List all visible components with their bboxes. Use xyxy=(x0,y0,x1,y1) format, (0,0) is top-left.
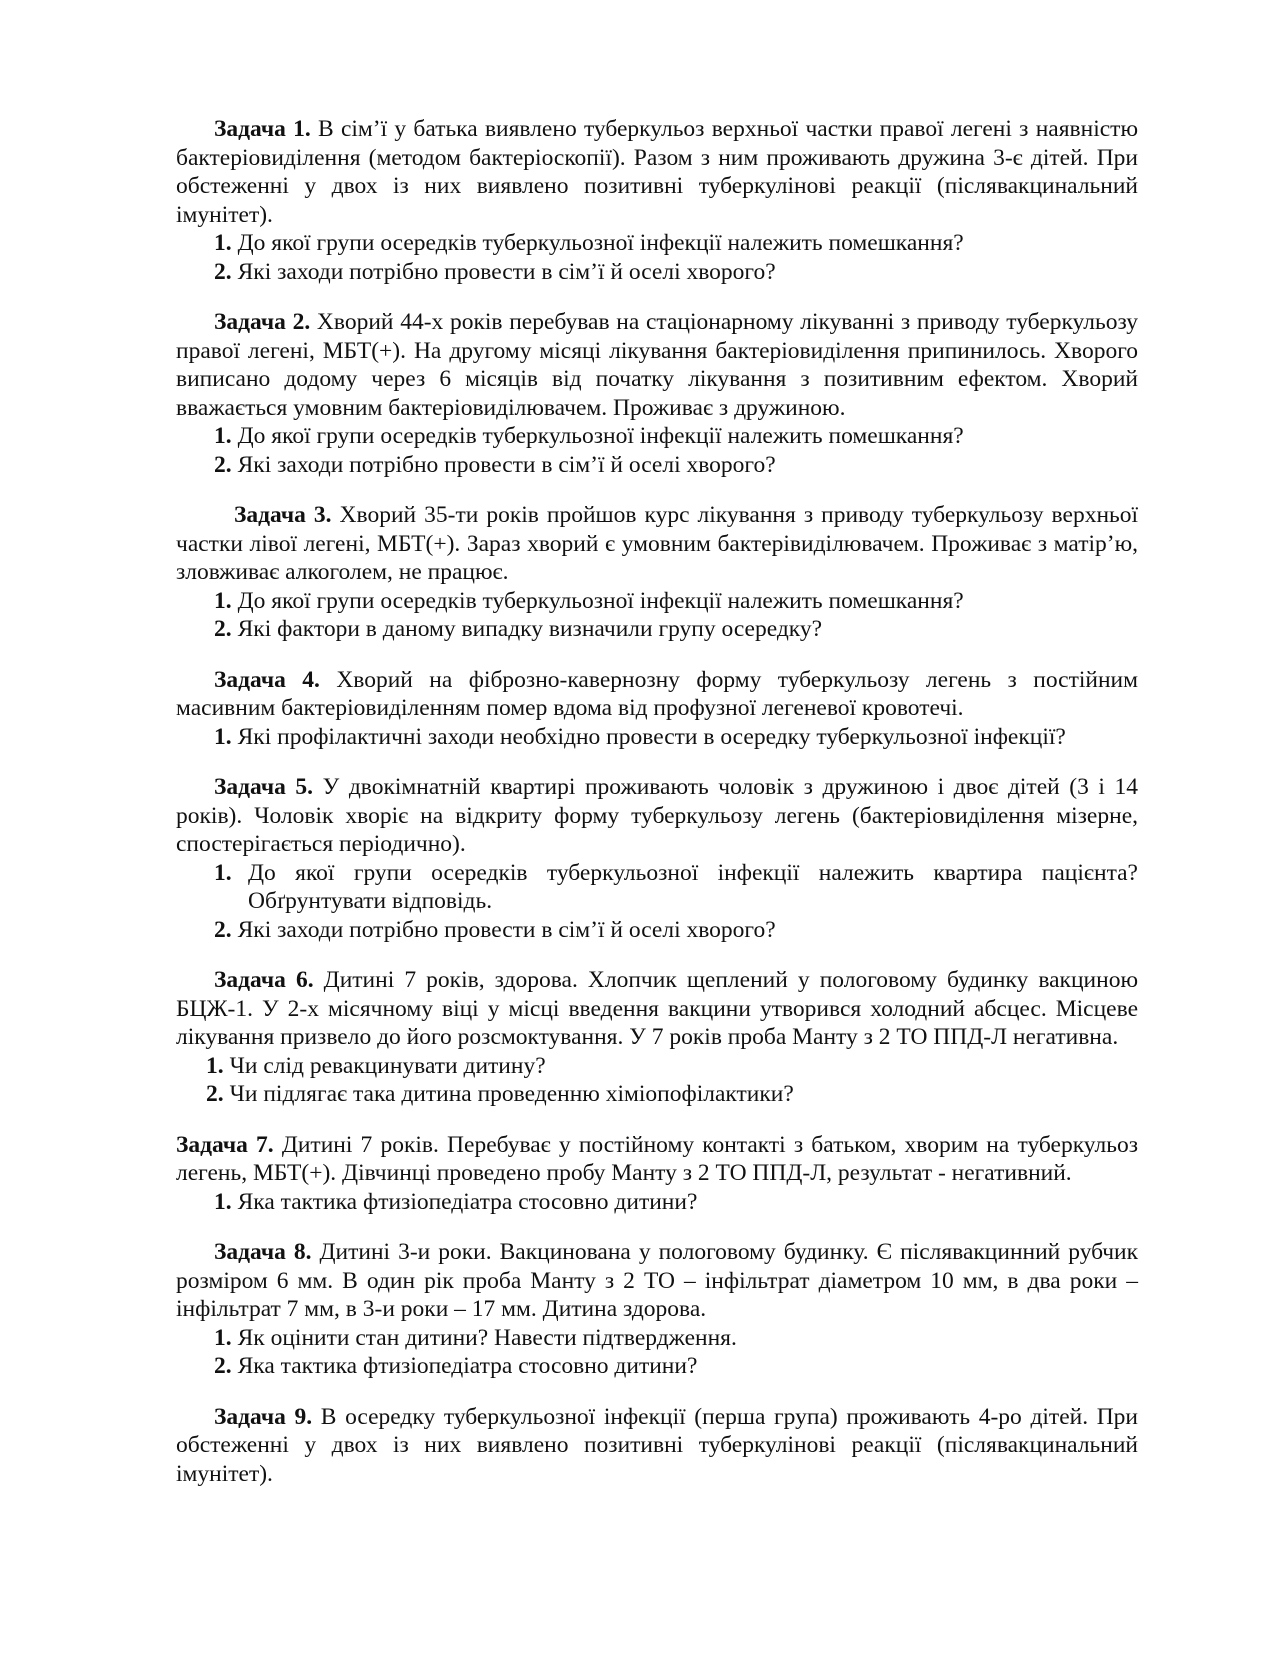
task-4-paragraph xyxy=(176,666,1138,723)
question-text: До якої групи осередків туберкульозної інфекції належить квартира пацієнта? Обґрунтувати відповідь. xyxy=(248,859,1138,914)
task-2-text: Хворий 44-х років перебував на стаціонарному лікуванні з приводу туберкульозу правої легені, МБТ(+). На другому місяці лікування бактеріовиділення припинилось. Хворого виписано додому через 6 місяців від початку лікування з позитивним ефектом. Хворий вважається умовним бактеріовиділювачем. Проживає з дружиною. xyxy=(176,309,1139,421)
question-number: 1. xyxy=(214,1324,232,1351)
task-5-text: У двокімнатній квартирі проживають чоловік з дружиною і двоє дітей (3 і 14 років). Чоловік хворіє на відкриту форму туберкульозу легень (бактеріовиділення мізерне, спостерігається періодично). xyxy=(176,774,1139,857)
task-3-title: Задача 3. xyxy=(234,502,332,528)
question-text: Які заходи потрібно провести в сім’ї й оселі хворого? xyxy=(237,916,776,943)
task-1 xyxy=(176,115,1138,286)
task-8-question-1 xyxy=(176,1324,1138,1353)
task-9-text: В осередку туберкульозної інфекції (перша група) проживають 4-ро дітей. При обстеженні у двох із них виявлено позитивні туберкулінові реакції (післявакцинальний імунітет). xyxy=(176,1403,1139,1487)
question-number: 1. xyxy=(214,859,232,886)
question-number: 1. xyxy=(214,587,232,614)
question-text: Чи слід ревакцинувати дитину? xyxy=(229,1052,546,1079)
question-text: До якої групи осередків туберкульозної інфекції належить помешкання? xyxy=(237,423,964,449)
question-text: До якої групи осередків туберкульозної інфекції належить помешкання? xyxy=(237,230,964,256)
question-number: 2. xyxy=(214,258,232,285)
task-8-title: Задача 8. xyxy=(214,1239,312,1265)
question-number: 2. xyxy=(214,451,232,478)
question-number: 2. xyxy=(214,1353,232,1379)
task-4-title: Задача 4. xyxy=(214,666,320,693)
task-1-text: В сім’ї у батька виявлено туберкульоз верхньої частки правої легені з наявністю бактеріовиділення (методом бактеріоскопії). Разом з ним проживають дружина 3-є дітей. При обстеженні у двох із них виявлено позитивні туберкулінові реакції (післявакцинальний імунітет). xyxy=(176,116,1139,228)
task-7-text: Дитині 7 років. Перебуває у постійному контакті з батьком, хворим на туберкульоз легень, МБТ(+). Дівчинці проведено пробу Манту з 2 ТО ППД-Л, результат - негативний. xyxy=(176,1131,1138,1186)
task-1-question-2 xyxy=(176,258,1138,287)
task-3-question-1 xyxy=(176,587,1138,616)
question-number: 2. xyxy=(206,1081,224,1107)
question-number: 1. xyxy=(214,1188,232,1215)
task-7-title: Задача 7. xyxy=(176,1131,274,1158)
task-2-paragraph xyxy=(176,308,1138,422)
task-4-question-1 xyxy=(176,723,1138,752)
question-text: Які профілактичні заходи необхідно провести в осередку туберкульозної інфекції? xyxy=(237,723,1066,750)
task-1-paragraph xyxy=(176,115,1138,229)
task-5-paragraph xyxy=(176,773,1138,859)
task-4 xyxy=(176,666,1138,752)
task-2-question-1 xyxy=(176,422,1138,451)
task-3-text: Хворий 35-ти років пройшов курс лікування з приводу туберкульозу верхньої частки лівої легені, МБТ(+). Зараз хворий є умовним бактерівиділювачем. Проживає з матір’ю, зловживає алкоголем, не працює. xyxy=(176,502,1139,585)
task-7 xyxy=(176,1131,1138,1217)
question-number: 1. xyxy=(214,230,232,256)
task-6-question-1 xyxy=(176,1052,1138,1081)
task-9-paragraph xyxy=(176,1403,1138,1489)
question-text: Чи підлягає така дитина проведенню хіміопофілактики? xyxy=(229,1081,794,1107)
question-number: 2. xyxy=(214,916,232,943)
question-number: 2. xyxy=(214,616,232,642)
question-text: Яка тактика фтизіопедіатра стосовно дитини? xyxy=(237,1353,698,1379)
question-number: 1. xyxy=(214,723,232,750)
document-page xyxy=(176,115,1138,1510)
task-5 xyxy=(176,773,1138,944)
task-9 xyxy=(176,1403,1138,1489)
task-7-paragraph xyxy=(176,1131,1138,1188)
task-3-question-2 xyxy=(176,615,1138,644)
question-text: До якої групи осередків туберкульозної інфекції належить помешкання? xyxy=(237,587,964,614)
question-text: Як оцінити стан дитини? Навести підтвердження. xyxy=(237,1324,737,1351)
task-1-question-1 xyxy=(176,229,1138,258)
question-number: 1. xyxy=(214,423,232,449)
question-text: Які заходи потрібно провести в сім’ї й оселі хворого? xyxy=(237,451,776,478)
task-6-paragraph xyxy=(176,966,1138,1052)
task-5-question-1 xyxy=(176,859,1138,916)
task-8-text: Дитині 3-и роки. Вакцинована у пологовому будинку. Є післявакцинний рубчик розміром 6 мм. В один рік проба Манту з 2 ТО – інфільтрат діаметром 10 мм, в два роки – інфільтрат 7 мм, в 3-и роки – 17 мм. Дитина здорова. xyxy=(176,1239,1139,1322)
task-2-title: Задача 2. xyxy=(214,309,311,335)
task-5-title: Задача 5. xyxy=(214,774,314,800)
question-number: 1. xyxy=(206,1052,224,1079)
question-text: Яка тактика фтизіопедіатра стосовно дитини? xyxy=(237,1188,698,1215)
task-5-question-2 xyxy=(176,916,1138,945)
task-2 xyxy=(176,308,1138,479)
task-6-text: Дитині 7 років, здорова. Хлопчик щеплений у пологовому будинку вакциною БЦЖ-1. У 2-х місячному віці у місці введення вакцини утворився холодний абсцес. Місцеве лікування призвело до його розсмоктування. У 7 років проба Манту з 2 ТО ППД-Л негативна. xyxy=(176,967,1139,1050)
task-6-title: Задача 6. xyxy=(214,967,314,993)
task-1-title: Задача 1. xyxy=(214,116,311,142)
task-9-title: Задача 9. xyxy=(214,1403,313,1430)
task-8-paragraph xyxy=(176,1238,1138,1324)
task-8-question-2 xyxy=(176,1352,1138,1381)
task-7-question-1 xyxy=(176,1188,1138,1217)
task-3 xyxy=(176,501,1138,644)
task-2-question-2 xyxy=(176,451,1138,480)
question-text: Які заходи потрібно провести в сім’ї й оселі хворого? xyxy=(237,258,776,285)
task-6 xyxy=(176,966,1138,1109)
question-text: Які фактори в даному випадку визначили групу осередку? xyxy=(237,616,823,642)
task-6-question-2 xyxy=(176,1080,1138,1109)
task-8 xyxy=(176,1238,1138,1381)
task-4-text: Хворий на фіброзно-кавернозну форму туберкульозу легень з постійним масивним бактеріовиділенням помер вдома від профузної легеневої кровотечі. xyxy=(176,666,1138,721)
task-3-paragraph xyxy=(176,501,1138,587)
